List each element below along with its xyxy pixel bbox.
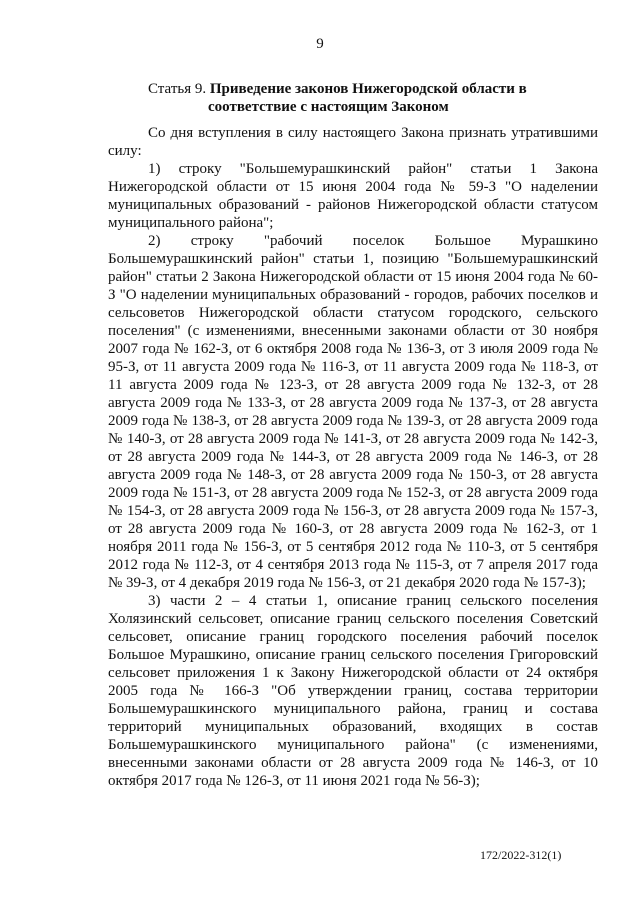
document-code: 172/2022-312(1) (480, 848, 562, 862)
article-heading (148, 80, 598, 116)
intro-paragraph: Со дня вступления в силу настоящего Закона признать утратившими силу: (108, 125, 598, 159)
article-title-line1: Приведение законов Нижегородской области в (209, 81, 527, 97)
item-1-paragraph: 1) строку "Большемурашкинский район" статьи 1 Закона Нижегородской области от 15 июня 2004 года № 59-З "О наделении муниципальных образований - районов Нижегородской области статусом муниципального района"; (108, 161, 598, 231)
page-number: 9 (316, 36, 324, 52)
article-body (108, 124, 598, 790)
item-3-paragraph: 3) части 2 – 4 статьи 1, описание границ сельского поселения Холязинский сельсовет, описание границ сельского поселения Советский сельсовет, описание границ городского поселения рабочий поселок Большое Мурашкино, описание границ сельского поселения Григоровский сельсовет приложения 1 к Закону Нижегородской области от 24 октября 2005 года № 166-З "Об утверждении границ, состава территории Большемурашкинского муниципального района, границ и состава территорий муниципальных образований, входящих в состав Большемурашкинского муниципального района" (с изменениями, внесенными законами области от 28 августа 2009 года № 146-З, от 10 октября 2017 года № 126-З, от 11 июня 2021 года № 56-З); (108, 593, 598, 789)
article-title-line2: соответствие с настоящим Законом (208, 99, 449, 115)
article-label: Статья 9. (148, 81, 207, 97)
item-2-paragraph: 2) строку "рабочий поселок Большое Мурашкино Большемурашкинский район" статьи 1, позицию "Большемурашкинский район" статьи 2 Закона Нижегородской области от 15 июня 2004 года № 60-З "О наделении муниципальных образований - городов, рабочих поселков и сельсоветов Нижегородской области статусом городского, сельского поселения" (с изменениями, внесенными законами области от 30 ноября 2007 года № 162-З, от 6 октября 2008 года № 136-З, от 3 июля 2009 года № 95-З, от 11 августа 2009 года № 116-З, от 11 августа 2009 года № 118-З, от 11 августа 2009 года № 123-З, от 28 августа 2009 года № 132-З, от 28 августа 2009 года № 133-З, от 28 августа 2009 года № 137-З, от 28 августа 2009 года № 138-З, от 28 августа 2009 года № 139-З, от 28 августа 2009 года № 140-З, от 28 августа 2009 года № 141-З, от 28 августа 2009 года № 142-З, от 28 августа 2009 года № 144-З, от 28 августа 2009 года № 146-З, от 28 августа 2009 года № 148-З, от 28 августа 2009 года № 150-З, от 28 августа 2009 года № 151-З, от 28 августа 2009 года № 152-З, от 28 августа 2009 года № 154-З, от 28 августа 2009 года № 156-З, от 28 августа 2009 года № 157-З, от 28 августа 2009 года № 160-З, от 28 августа 2009 года № 162-З, от 1 ноября 2011 года № 156-З, от 5 сентября 2012 года № 110-З, от 5 сентября 2012 года № 112-З, от 4 сентября 2013 года № 115-З, от 7 апреля 2017 года № 39-З, от 4 декабря 2019 года № 156-З, от 21 декабря 2020 года № 157-З); (108, 233, 598, 591)
